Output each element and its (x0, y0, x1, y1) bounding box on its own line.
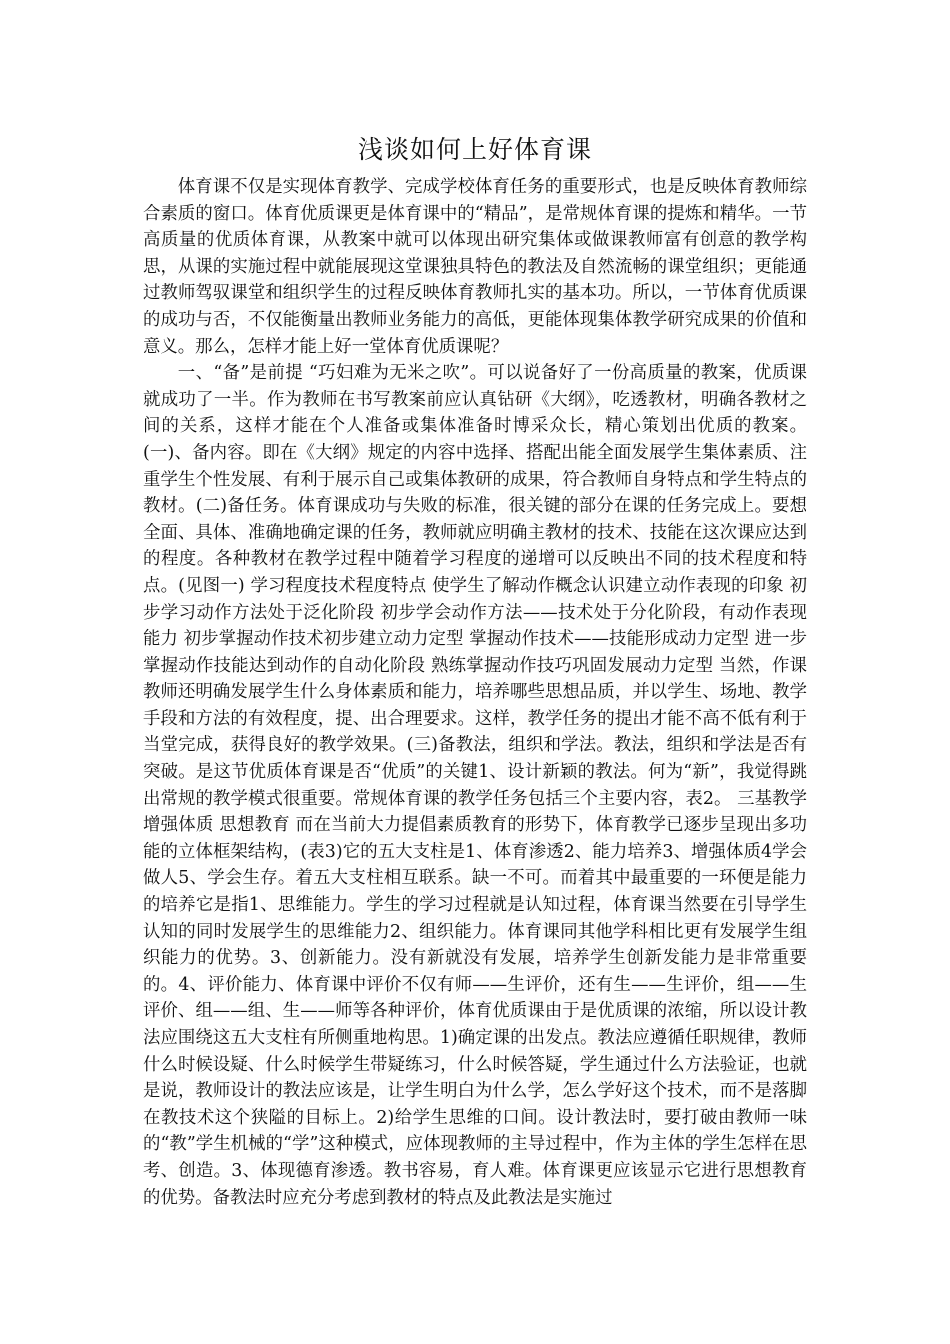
document-title: 浅谈如何上好体育课 (357, 135, 592, 164)
paragraph-intro: 体育课不仅是实现体育教学、完成学校体育任务的重要形式，也是反映体育教师综合素质的窗口。体育优质课更是体育课中的“精品”，是常规体育课的提炼和精华。一节高质量的优质体育课，从教案中就可以体现出研究集体或做课教师富有创意的教学构思，从课的实施过程中就能展现这堂课独具特色的教法及自然流畅的课堂组织；更能通过教师驾驭课堂和组织学生的过程反映体育教师扎实的基本功。所以，一节体育优质课的成功与否，不仅能衡量出教师业务能力的高低，更能体现集体教学研究成果的价值和意义。那么，怎样才能上好一堂体育优质课呢？ (143, 177, 807, 357)
paragraph-section-one: 一、“备”是前提 “巧妇难为无米之吹”。可以说备好了一份高质量的教案，优质课就成功了一半。作为教师在书写教案前应认真钻研《大纲》，吃透教材，明确各教材之间的关系，这样才能在个人准备或集体准备时博采众长，精心策划出优质的教案。(一)、备内容。即在《大纲》规定的内容中选择、搭配出能全面发展学生集体素质、注重学生个性发展、有利于展示自己或集体教研的成果，符合教师自身特点和学生特点的教材。(二)备任务。体育课成功与失败的标准，很关键的部分在课的任务完成上。要想全面、具体、准确地确定课的任务，教师就应明确主教材的技术、技能在这次课应达到的程度。各种教材在教学过程中随着学习程度的递增可以反映出不同的技术程度和特点。(见图一) 学习程度技术程度特点 使学生了解动作概念认识建立动作表现的印象 初步学习动作方法处于泛化阶段 初步学会动作方法——技术处于分化阶段，有动作表现能力 初步掌握动作技术初步建立动力定型 掌握动作技术——技能形成动力定型 进一步掌握动作技能达到动作的自动化阶段 熟练掌握动作技巧巩固发展动力定型 当然，作课教师还明确发展学生什么身体素质和能力，培养哪些思想品质，并以学生、场地、教学手段和方法的有效程度，提、出合理要求。这样，教学任务的提出才能不高不低有利于当堂完成，获得良好的教学效果。(三)备教法，组织和学法。教法，组织和学法是否有突破。是这节优质体育课是否“优质”的关键1、设计新颖的教法。何为“新”，我觉得跳出常规的教学模式很重要。常规体育课的教学任务包括三个主要内容，表2。 三基教学增强体质 思想教育 而在当前大力提倡素质教育的形势下，体育教学已逐步呈现出多功能的立体框架结构，(表3)它的五大支柱是1、体育渗透2、能力培养3、增强体质4学会做人5、学会生存。着五大支柱相互联系。缺一不可。而着其中最重要的一环便是能力的培养它是指1、思维能力。学生的学习过程就是认知过程，体育课当然要在引导学生认知的同时发展学生的思维能力2、组织能力。体育课同其他学科相比更有发展学生组织能力的优势。3、创新能力。没有新就没有发展，培养学生创新发能力是非常重要的。4、评价能力、体育课中评价不仅有师——生评价，还有生——生评价，组——生评价、组——组、生——师等各种评价，体育优质课由于是优质课的浓缩，所以设计教法应围绕这五大支柱有所侧重地构思。1)确定课的出发点。教法应遵循任职规律，教师什么时候设疑、什么时候学生带疑练习，什么时候答疑，学生通过什么方法验证，也就是说，教师设计的教法应该是，让学生明白为什么学，怎么学好这个技术，而不是落脚在教技术这个狭隘的目标上。2)给学生思维的口间。设计教法时，要打破由教师一味的“教”学生机械的“学”这种模式，应体现教师的主导过程中，作为主体的学生怎样在思考、创造。3、体现德育渗透。教书容易，育人难。体育课更应该显示它进行思想教育的优势。备教法时应充分考虑到教材的特点及此教法是实施过 (143, 363, 807, 1208)
document-body (143, 174, 807, 1211)
